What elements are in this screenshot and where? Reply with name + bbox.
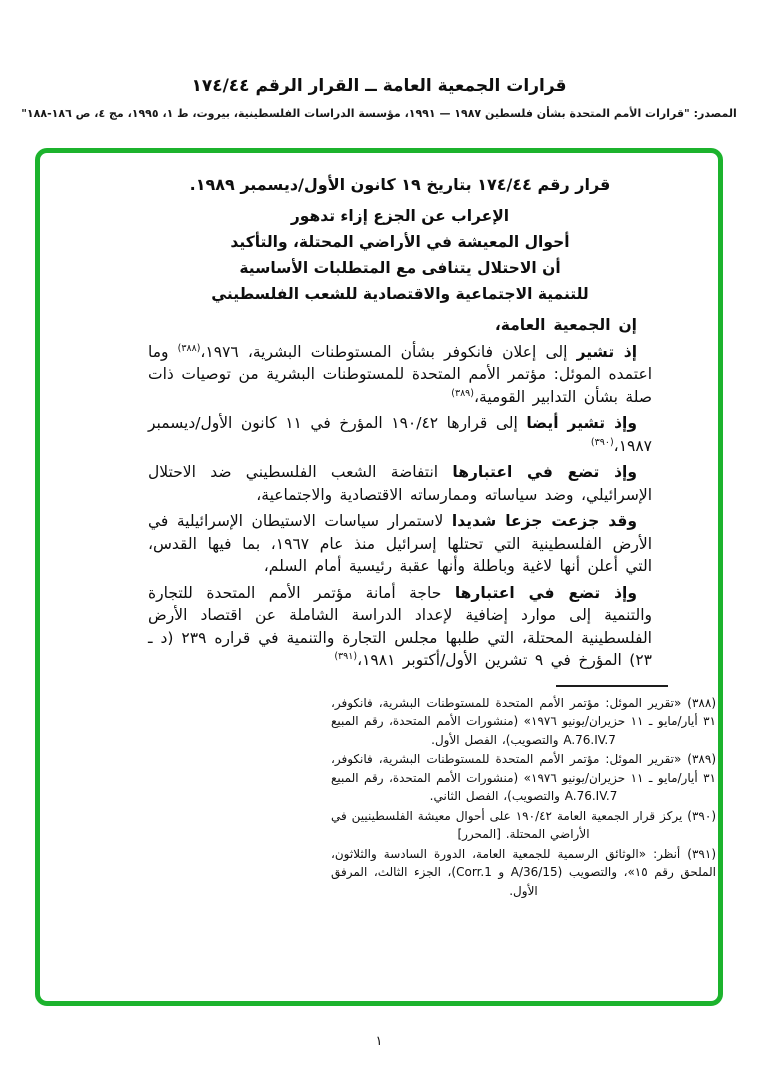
- footnote: (٣٩٠) يركز قرار الجمعية العامة ١٩٠/٤٢ على أحوال معيشة الفلسطينيين في الأراضي المحتلة. [المحرر]: [331, 808, 716, 841]
- footnotes-section: [331, 694, 716, 901]
- document-source-line: المصدر: "قرارات الأمم المتحدة بشأن فلسطين ١٩٨٧ — ١٩٩١، مؤسسة الدراسات الفلسطينية، بيروت، ط ١، ١٩٩٥، مج ٤، ص ١٨٦-١٨٨": [21, 107, 737, 120]
- resolution-title: قرار رقم ١٧٤/٤٤ بتاريخ ١٩ كانون الأول/ديسمبر ١٩٨٩.: [189, 175, 611, 194]
- resolution-subtitle-line: للتنمية الاجتماعية والاقتصادية للشعب الفلسطيني: [211, 285, 589, 303]
- footnote: (٣٨٨) «تقرير الموئل: مؤتمر الأمم المتحدة للمستوطنات البشرية، فانكوفر، ٣١ أيار/مايو ـ ١١ حزيران/يونيو ١٩٧٦» (منشورات الأمم المتحدة، رقم المبيع A.76.IV.7 والتصويب)، الفصل الأول.: [331, 695, 716, 747]
- resolution-paragraph: وقد جزعت جزعا شديدا لاستمرار سياسات الاستيطان الإسرائيلية في الأرض الفلسطينية التي تحتلها إسرائيل منذ عام ١٩٦٧، بما فيها القدس، التي أعلن أنها لاغية وباطلة وأنها عقبة رئيسية أمام السلم،: [148, 512, 652, 575]
- resolution-paragraph: وإذ تضع في اعتبارها حاجة أمانة مؤتمر الأمم المتحدة للتجارة والتنمية إلى موارد إضافية لإعداد الدراسة الشاملة عن اقتصاد الأرض الفلسطينية المحتلة، التي طلبها مجلس التجارة والتنمية في قراره ٢٣٩ (د ـ ٢٣) المؤرخ في ٩ تشرين الأول/أكتوبر ١٩٨١،$^{(٣٩١)}$: [148, 583, 652, 669]
- page-number: ١: [375, 1034, 383, 1049]
- footnote-separator: [556, 685, 668, 687]
- resolution-subtitle-line: أن الاحتلال يتنافى مع المتطلبات الأساسية: [239, 259, 561, 277]
- resolution-frame: [35, 148, 723, 1006]
- resolution-paragraph: وإذ تضع في اعتبارها انتفاضة الشعب الفلسطيني ضد الاحتلال الإسرائيلي، وضد سياساته وممارساته الاقتصادية والاجتماعية،: [148, 463, 652, 504]
- footnote: (٣٨٩) «تقرير الموئل: مؤتمر الأمم المتحدة للمستوطنات البشرية، فانكوفر، ٣١ أيار/مايو ـ ١١ حزيران/يونيو ١٩٧٦» (منشورات الأمم المتحدة، رقم المبيع A.76.IV.7 والتصويب)، الفصل الثاني.: [331, 752, 716, 803]
- resolution-subtitle-line: أحوال المعيشة في الأراضي المحتلة، والتأكيد: [230, 233, 570, 251]
- resolution-paragraph: إذ تشير إلى إعلان فانكوفر بشأن المستوطنات البشرية، ١٩٧٦،$^{(٣٨٨)}$ وما اعتمده الموئل: مؤتمر الأمم المتحدة للمستوطنات البشرية من توصيات ذات صلة بشأن التدابير القومية،$^{(٣٨٩)}$: [148, 342, 652, 406]
- resolution-subtitle-line: الإعراب عن الجزع إزاء تدهور: [290, 207, 510, 225]
- resolution-paragraph: وإذ تشير أيضا إلى قرارها ١٩٠/٤٢ المؤرخ في ١١ كانون الأول/ديسمبر ١٩٨٧،$^{(٣٩٠)}$: [148, 414, 652, 455]
- footnote: (٣٩١) أنظر: «الوثائق الرسمية للجمعية العامة، الدورة السادسة والثلاثون، الملحق رقم ١٥»، والتصويب (A/36/15 و Corr.1)، الجزء الثالث، المرفق الأول.: [331, 846, 716, 898]
- resolution-paragraph: إن الجمعية العامة،: [494, 316, 637, 334]
- resolution-body: [148, 314, 652, 672]
- document-header-title: قرارات الجمعية العامة ــ القرار الرقم ١٧٤/٤٤: [191, 76, 567, 96]
- resolution-subtitle: [148, 203, 652, 307]
